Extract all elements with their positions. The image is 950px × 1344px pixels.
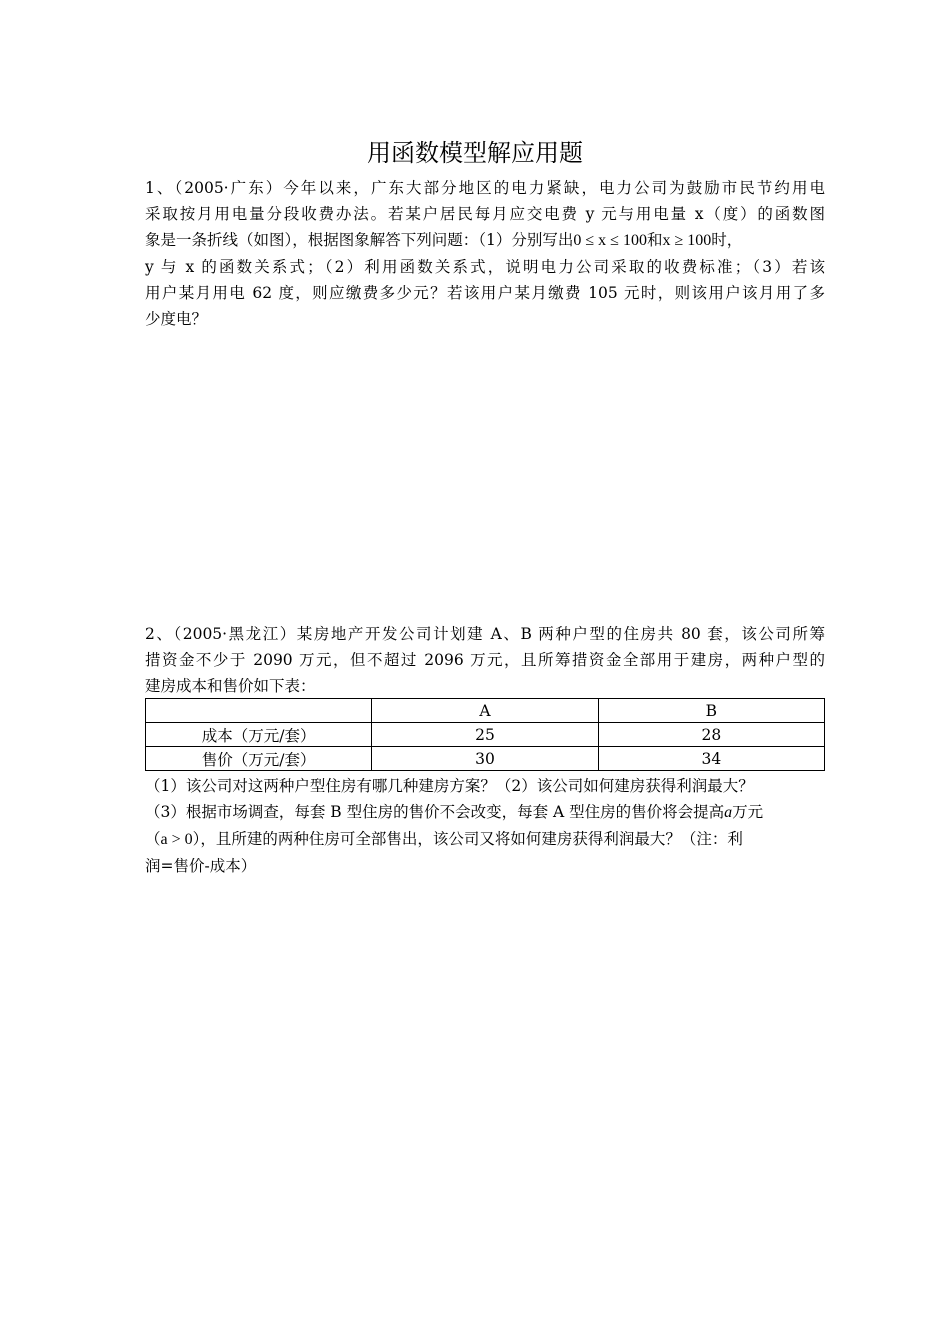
table-header-row (146, 699, 825, 723)
q2-sub-line-1: （1）该公司对这两种户型住房有哪几种建房方案？（2）该公司如何建房获得利润最大？ (145, 777, 754, 795)
q2-math-condition: a > 0 (160, 831, 193, 848)
q1-math-range-2: x ≥ 100 (662, 232, 712, 249)
question-2-subquestions (145, 773, 825, 879)
q1-line-4: y 与 x 的函数关系式；（2）利用函数关系式，说明电力公司采取的收费标准；（3）若该 (145, 258, 825, 276)
table-cell: 30 (372, 747, 598, 771)
q1-line-6: 少度电？ (145, 310, 208, 328)
table-row (146, 723, 825, 747)
q2-sub-line-2-text: （3）根据市场调查，每套 B 型住房的售价不会改变，每套 A 型住房的售价将会提高 (145, 803, 725, 821)
q2-sub-line-4: 润=售价-成本） (145, 857, 257, 875)
page-title: 用函数模型解应用题 (367, 139, 583, 167)
q1-line-3 (145, 227, 825, 254)
q2-var-a: a (724, 804, 733, 821)
table-cell: 成本（万元/套） (146, 723, 372, 747)
table-row (146, 747, 825, 771)
question-2 (145, 621, 825, 699)
table-cell: 售价（万元/套） (146, 747, 372, 771)
question-1 (145, 175, 825, 332)
q2-sub-line-3-text: ），且所建的两种住房可全部售出，该公司又将如何建房获得利润最大？（注：利 (192, 830, 743, 848)
q1-line-3-end: 时， (711, 231, 743, 249)
table-cell: 28 (598, 723, 824, 747)
table-cell: 34 (598, 747, 824, 771)
q2-sub-line-3 (145, 826, 825, 853)
q2-line-2: 措资金不少于 2090 万元，但不超过 2096 万元，且所筹措资金全部用于建房，两种户型的 (145, 651, 825, 669)
q1-line-2: 采取按月用电量分段收费办法。若某户居民每月应交电费 y 元与用电量 x（度）的函数图 (145, 205, 825, 223)
table-header-cell (146, 699, 372, 723)
q2-line-3: 建房成本和售价如下表： (145, 677, 316, 695)
q2-sub-line-2-end: 万元 (732, 803, 764, 821)
table-header-cell: B (598, 699, 824, 723)
table-cell: 25 (372, 723, 598, 747)
q2-sub-line-2 (145, 799, 825, 826)
q1-math-range-1: 0 ≤ x ≤ 100 (573, 232, 647, 249)
cost-price-table (145, 698, 825, 771)
q2-line-1: 2、（2005·黑龙江）某房地产开发公司计划建 A、B 两种户型的住房共 80 套，该公司所筹 (145, 625, 825, 643)
q1-line-3-text: 象是一条折线（如图），根据图象解答下列问题：（1）分别写出 (145, 231, 574, 249)
table-header-cell: A (372, 699, 598, 723)
q2-open-paren: （ (145, 830, 161, 848)
q1-line-1: 1、（2005·广东）今年以来，广东大部分地区的电力紧缺，电力公司为鼓励市民节约用电 (145, 179, 825, 197)
q1-and: 和 (646, 231, 663, 249)
q1-line-5: 用户某月用电 62 度，则应缴费多少元？若该用户某月缴费 105 元时，则该用户该月用了多 (145, 284, 825, 302)
